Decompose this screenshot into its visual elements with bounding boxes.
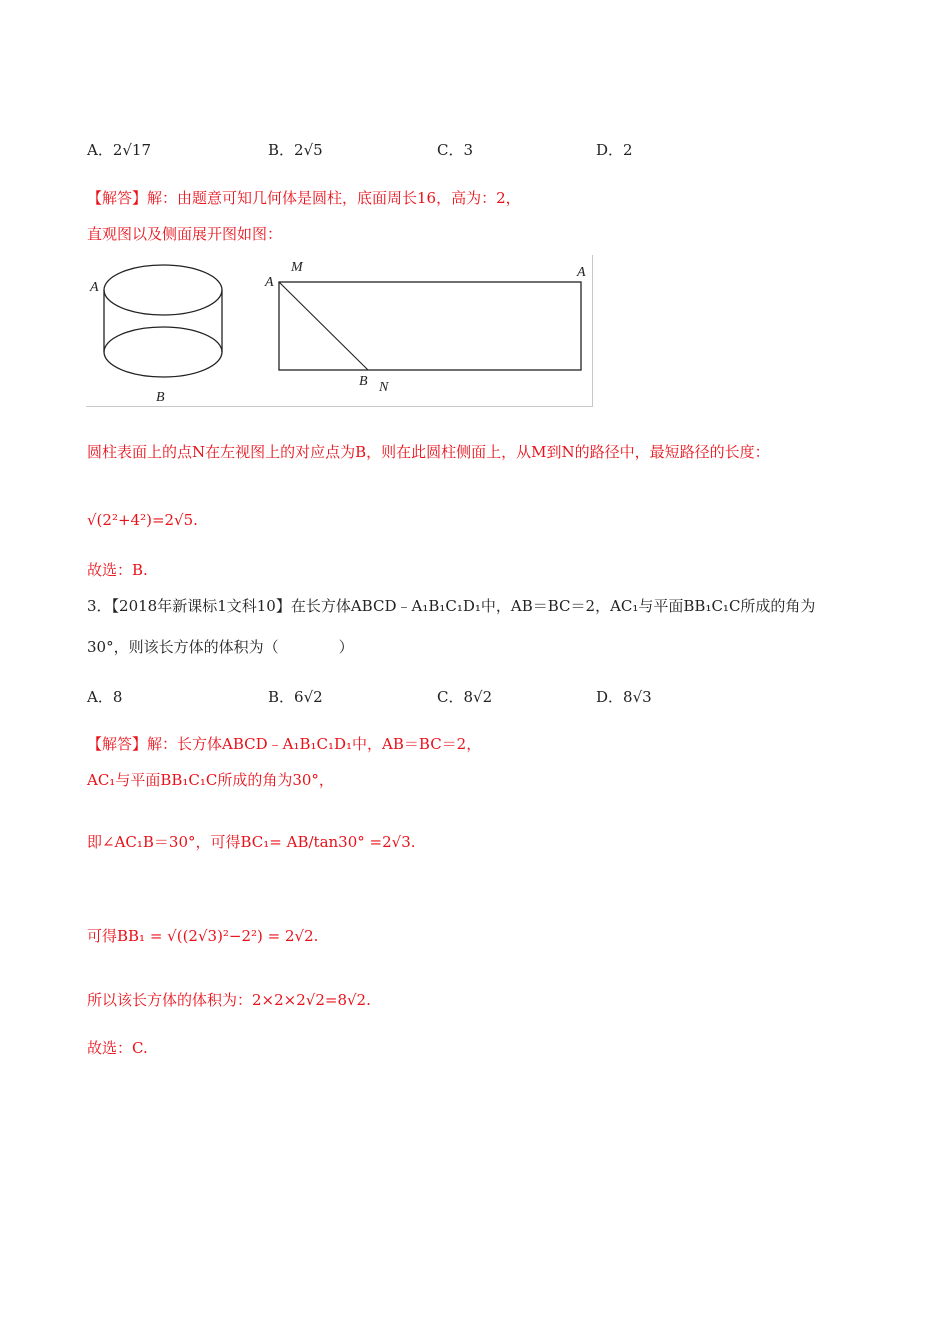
option-c-q2: C．3	[437, 141, 474, 159]
cylinder-and-net-diagram	[86, 255, 592, 406]
label-b-cylinder: B	[156, 390, 165, 405]
solution3-line2: AC₁与平面BB₁C₁C所成的角为30°，	[87, 771, 334, 789]
solution3-line5: 所以该长方体的体积为：2×2×2√2=8√2.	[87, 991, 371, 1009]
label-a-right: A	[577, 265, 586, 280]
option-d-q2: D．2	[596, 141, 633, 159]
question3-line2: 30°，则该长方体的体积为（ ）	[87, 638, 354, 656]
solution2-line2: 直观图以及侧面展开图如图：	[87, 225, 283, 243]
label-a-cylinder: A	[90, 280, 99, 295]
label-a-left: A	[265, 275, 274, 290]
solution3-answer: 故选：C.	[87, 1039, 148, 1057]
label-b-net: B	[359, 374, 368, 389]
option-b-q2: B．2√5	[268, 141, 323, 159]
solution2-line1: 【解答】解：由题意可知几何体是圆柱，底面周长16，高为：2，	[87, 189, 521, 207]
solution2-answer: 故选：B.	[87, 561, 148, 579]
cylinder-figure	[86, 255, 593, 407]
label-m: M	[291, 260, 303, 275]
option-a-q2: A．2√17	[87, 141, 152, 159]
question3-line1: 3．【2018年新课标1文科10】在长方体ABCD﹣A₁B₁C₁D₁中，AB＝BC＝2，AC₁与平面BB₁C₁C所成的角为	[87, 597, 816, 615]
solution2-line3: 圆柱表面上的点N在左视图上的对应点为B，则在此圆柱侧面上，从M到N的路径中，最短路径的长度：	[87, 443, 770, 461]
option-d-q3: D．8√3	[596, 688, 652, 706]
solution3-line4: 可得BB₁ = √((2√3)²−2²) = 2√2.	[87, 927, 319, 945]
solution3-line1: 【解答】解：长方体ABCD﹣A₁B₁C₁D₁中，AB＝BC＝2，	[87, 735, 482, 753]
solution2-formula: √(2²+4²)=2√5.	[87, 511, 198, 529]
label-n: N	[379, 380, 389, 395]
option-a-q3: A．8	[87, 688, 123, 706]
option-c-q3: C．8√2	[437, 688, 493, 706]
option-b-q3: B．6√2	[268, 688, 323, 706]
solution3-line3: 即∠AC₁B＝30°，可得BC₁= AB/tan30° =2√3.	[87, 833, 416, 851]
